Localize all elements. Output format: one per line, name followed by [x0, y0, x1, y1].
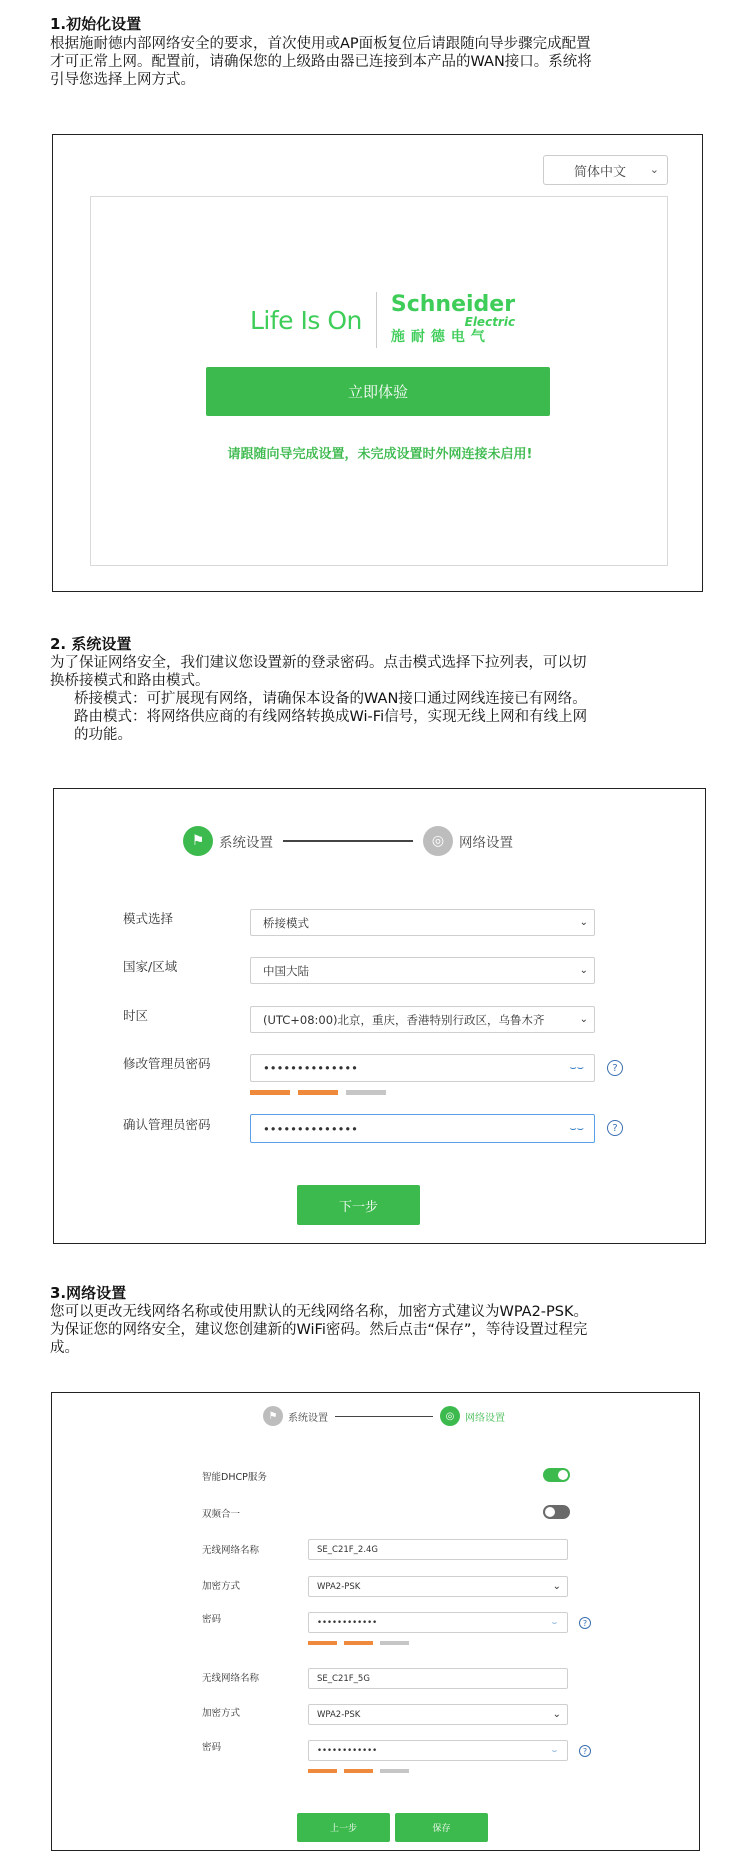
confirm-password-label: 确认管理员密码 — [123, 1117, 211, 1132]
strength-bar-3 — [380, 1641, 409, 1645]
help-icon[interactable]: ? — [607, 1120, 623, 1136]
section1-body — [50, 35, 710, 89]
electric-wordmark: Electric — [464, 315, 516, 329]
admin-password-label: 修改管理员密码 — [123, 1056, 211, 1071]
section2-title: 2. 系统设置 — [50, 635, 132, 653]
router-mode-desc: 路由模式：将网络供应商的有线网络转换成Wi-Fi信号，实现无线上网和有线上网 — [74, 709, 588, 725]
chevron-down-icon: ⌄ — [649, 163, 659, 176]
step-system-settings: 系统设置 — [288, 1412, 328, 1424]
ssid-24g-label: 无线网络名称 — [202, 1545, 260, 1556]
strength-bar-1 — [308, 1641, 337, 1645]
ssid-5g-input[interactable] — [308, 1668, 568, 1689]
life-is-on-logo-text: Life Is On — [250, 305, 362, 335]
chevron-down-icon: ⌄ — [552, 1709, 561, 1720]
lock-icon: ⚑ — [263, 1406, 283, 1426]
mode-label: 模式选择 — [123, 911, 174, 926]
dual-band-toggle[interactable] — [543, 1505, 570, 1519]
help-icon[interactable]: ? — [579, 1745, 591, 1757]
help-icon[interactable]: ? — [579, 1617, 591, 1629]
bridge-mode-desc: 桥接模式：可扩展现有网络，请确保本设备的WAN接口通过网线连接已有网络。 — [74, 691, 587, 707]
chevron-down-icon: ⌄ — [552, 1581, 561, 1592]
strength-bar-2 — [298, 1090, 338, 1095]
encryption-5g-label: 加密方式 — [202, 1708, 241, 1719]
mode-value: 桥接模式 — [263, 915, 309, 930]
step-connector — [283, 840, 413, 842]
section2-line: 换桥接模式和路由模式。 — [50, 673, 210, 689]
chevron-down-icon: ⌄ — [579, 1014, 588, 1025]
step-connector — [335, 1416, 433, 1417]
timezone-value: (UTC+08:00)北京，重庆，香港特别行政区，乌鲁木齐 — [263, 1012, 545, 1027]
strength-bar-3 — [346, 1090, 386, 1095]
section3-line: 成。 — [50, 1340, 79, 1356]
step-system-settings: 系统设置 — [219, 835, 273, 851]
eye-closed-icon[interactable]: ⌣⌣ — [569, 1121, 584, 1135]
encryption-24g-label: 加密方式 — [202, 1581, 241, 1592]
region-label: 国家/区域 — [123, 959, 178, 974]
step-network-settings: 网络设置 — [465, 1412, 505, 1424]
password-24g-label: 密码 — [202, 1614, 222, 1625]
confirm-password-value: •••••••••••••• — [263, 1121, 358, 1136]
section1-line: 根据施耐德内部网络安全的要求，首次使用或AP面板复位后请跟随向导步骤完成配置 — [50, 36, 591, 52]
section1-line: 引导您选择上网方式。 — [50, 72, 195, 88]
strength-bar-1 — [250, 1090, 290, 1095]
language-value: 简体中文 — [574, 164, 627, 180]
dhcp-label: 智能DHCP服务 — [202, 1472, 267, 1483]
encryption-24g-value: WPA2-PSK — [317, 1581, 361, 1592]
section1-title: 1.初始化设置 — [50, 15, 142, 33]
admin-password-input[interactable] — [250, 1054, 595, 1082]
confirm-password-input[interactable] — [250, 1114, 595, 1143]
next-button[interactable]: 下一步 — [297, 1185, 420, 1225]
eye-closed-icon[interactable]: ⌣⌣ — [569, 1061, 584, 1074]
ssid-5g-value: SE_C21F_5G — [317, 1673, 370, 1684]
timezone-label: 时区 — [123, 1008, 149, 1023]
chevron-down-icon: ⌄ — [579, 965, 588, 976]
eye-closed-icon[interactable]: ⌣ — [551, 1745, 557, 1755]
lock-icon: ⚑ — [183, 826, 213, 856]
step-network-settings: 网络设置 — [459, 835, 513, 851]
section3-body — [50, 1303, 710, 1357]
admin-password-value: •••••••••••••• — [263, 1061, 358, 1075]
save-button[interactable]: 保存 — [395, 1813, 488, 1842]
strength-bar-3 — [380, 1769, 409, 1773]
section2-line: 为了保证网络安全，我们建议您设置新的登录密码。点击模式选择下拉列表，可以切 — [50, 655, 587, 671]
encryption-5g-value: WPA2-PSK — [317, 1709, 361, 1720]
schneider-wordmark: Schneider — [390, 292, 516, 317]
ssid-24g-input[interactable] — [308, 1539, 568, 1560]
dhcp-toggle[interactable] — [543, 1468, 570, 1482]
globe-icon: ◎ — [423, 826, 453, 856]
schneider-chinese-name: 施耐德电气 — [390, 329, 491, 345]
wizard-steps — [263, 1406, 505, 1426]
ssid-5g-label: 无线网络名称 — [202, 1673, 260, 1684]
section2-body — [50, 654, 710, 744]
password-24g-input[interactable] — [308, 1612, 568, 1633]
password-5g-label: 密码 — [202, 1742, 222, 1753]
encryption-5g-select[interactable] — [308, 1704, 568, 1725]
password-24g-value: •••••••••••• — [317, 1617, 378, 1628]
mode-select[interactable] — [250, 909, 595, 936]
start-experience-button[interactable]: 立即体验 — [206, 367, 550, 416]
strength-bar-1 — [308, 1769, 337, 1773]
schneider-logo — [391, 294, 515, 346]
section3-line: 您可以更改无线网络名称或使用默认的无线网络名称，加密方式建议为WPA2-PSK。 — [50, 1304, 588, 1320]
brand-logo — [250, 292, 515, 348]
wizard-steps — [183, 826, 513, 856]
section3-line: 为保证您的网络安全，建议您创建新的WiFi密码。然后点击“保存”，等待设置过程完 — [50, 1322, 588, 1338]
setup-warning-text: 请跟随向导完成设置，未完成设置时外网连接未启用! — [227, 447, 533, 462]
router-mode-desc-cont: 的功能。 — [74, 727, 132, 743]
eye-closed-icon[interactable]: ⌣ — [551, 1617, 557, 1627]
dual-band-label: 双频合一 — [202, 1509, 241, 1520]
encryption-24g-select[interactable] — [308, 1576, 568, 1597]
section1-line: 才可正常上网。配置前，请确保您的上级路由器已连接到本产品的WAN接口。系统将 — [50, 54, 592, 70]
strength-bar-2 — [344, 1769, 373, 1773]
region-select[interactable] — [250, 957, 595, 984]
chevron-down-icon: ⌄ — [579, 917, 588, 928]
logo-divider — [376, 292, 377, 348]
region-value: 中国大陆 — [263, 963, 309, 978]
help-icon[interactable]: ? — [607, 1060, 623, 1076]
password-5g-input[interactable] — [308, 1740, 568, 1761]
ssid-24g-value: SE_C21F_2.4G — [317, 1544, 379, 1555]
timezone-select[interactable] — [250, 1006, 595, 1033]
strength-bar-2 — [344, 1641, 373, 1645]
password-5g-value: •••••••••••• — [317, 1745, 378, 1756]
previous-button[interactable]: 上一步 — [297, 1813, 390, 1842]
language-select[interactable] — [543, 155, 668, 185]
globe-icon: ◎ — [440, 1406, 460, 1426]
section3-title: 3.网络设置 — [50, 1284, 127, 1302]
